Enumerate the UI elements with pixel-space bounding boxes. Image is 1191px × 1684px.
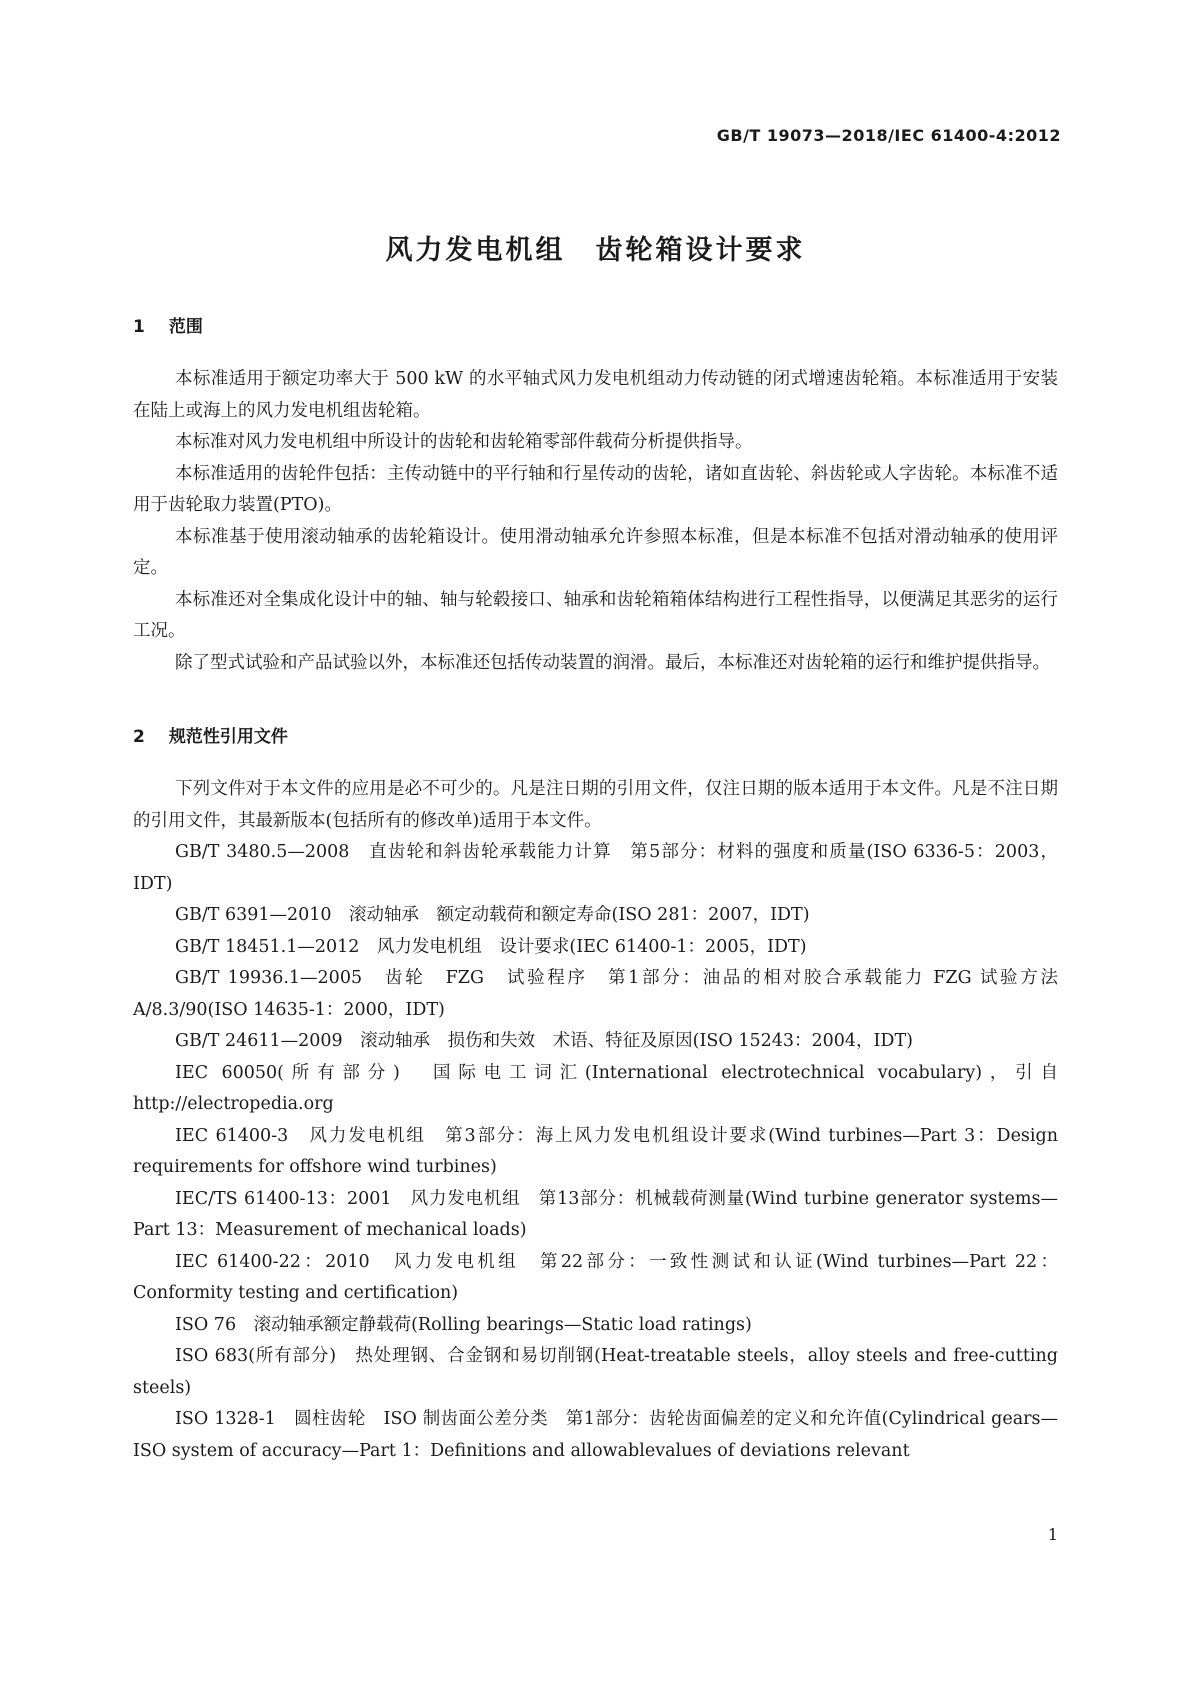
reference-item: ISO 1328-1 圆柱齿轮 ISO 制齿面公差分类 第1部分：齿轮齿面偏差的定义和允许值(Cylindrical gears—ISO system of accuracy—Part 1：Definitions and allowablevalues of deviations relevant: [133, 1409, 1058, 1461]
reference-item: GB/T 19936.1—2005 齿轮 FZG 试验程序 第1部分：油品的相对胶合承载能力 FZG 试验方法 A/8.3/90(ISO 14635-1：2000，IDT): [133, 968, 1058, 1020]
standard-code: GB/T 19073—2018/IEC 61400-4:2012: [716, 126, 1061, 145]
section-1-heading: [133, 312, 203, 337]
section-2-heading: [133, 722, 288, 747]
document-title: 风力发电机组 齿轮箱设计要求: [385, 235, 806, 266]
paragraph: 本标准适用的齿轮件包括：主传动链中的平行轴和行星传动的齿轮，诸如直齿轮、斜齿轮或人字齿轮。本标准不适用于齿轮取力装置(PTO)。: [133, 463, 1058, 515]
section-1-body: [133, 364, 1058, 679]
paragraph: 本标准对风力发电机组中所设计的齿轮和齿轮箱零部件载荷分析提供指导。: [175, 432, 753, 452]
intro-paragraph: 下列文件对于本文件的应用是必不可少的。凡是注日期的引用文件，仅注日期的版本适用于本文件。凡是不注日期的引用文件，其最新版本(包括所有的修改单)适用于本文件。: [133, 779, 1058, 831]
page-number: 1: [1047, 1525, 1058, 1544]
reference-item: GB/T 6391—2010 滚动轴承 额定动载荷和额定寿命(ISO 281：2007，IDT): [175, 905, 810, 925]
reference-item: ISO 683(所有部分) 热处理钢、合金钢和易切削钢(Heat-treatable steels，alloy steels and free-cutting steels): [133, 1346, 1058, 1398]
section-2-body: [133, 774, 1058, 1467]
section-number: 1: [133, 317, 145, 337]
paragraph: 除了型式试验和产品试验以外，本标准还包括传动装置的润滑。最后，本标准还对齿轮箱的运行和维护提供指导。: [175, 652, 1050, 673]
section-number: 2: [133, 727, 145, 747]
paragraph: 本标准基于使用滚动轴承的齿轮箱设计。使用滑动轴承允许参照本标准，但是本标准不包括对滑动轴承的使用评定。: [133, 526, 1058, 578]
reference-item: GB/T 24611—2009 滚动轴承 损伤和失效 术语、特征及原因(ISO 15243：2004，IDT): [175, 1031, 913, 1051]
reference-item: ISO 76 滚动轴承额定静载荷(Rolling bearings—Static load ratings): [175, 1314, 752, 1335]
reference-item: IEC 61400-22：2010 风力发电机组 第22部分：一致性测试和认证(Wind turbines—Part 22：Conformity testing and certification): [133, 1251, 1058, 1303]
section-title: 规范性引用文件: [168, 727, 288, 747]
paragraph: 本标准适用于额定功率大于 500 kW 的水平轴式风力发电机组动力传动链的闭式增速齿轮箱。本标准适用于安装在陆上或海上的风力发电机组齿轮箱。: [133, 369, 1058, 421]
reference-item: GB/T 3480.5—2008 直齿轮和斜齿轮承载能力计算 第5部分：材料的强度和质量(ISO 6336-5：2003，IDT): [133, 842, 1058, 894]
reference-item: IEC 60050(所有部分) 国际电工词汇(International electrotechnical vocabulary)，引自 http://electropedia.org: [133, 1062, 1058, 1114]
reference-item: IEC/TS 61400-13：2001 风力发电机组 第13部分：机械载荷测量(Wind turbine generator systems—Part 13：Measurement of mechanical loads): [133, 1188, 1058, 1240]
reference-item: GB/T 18451.1—2012 风力发电机组 设计要求(IEC 61400-1：2005，IDT): [175, 936, 807, 957]
section-title: 范围: [168, 317, 203, 337]
paragraph: 本标准还对全集成化设计中的轴、轴与轮毂接口、轴承和齿轮箱箱体结构进行工程性指导，以便满足其恶劣的运行工况。: [133, 589, 1058, 641]
reference-item: IEC 61400-3 风力发电机组 第3部分：海上风力发电机组设计要求(Wind turbines—Part 3：Design requirements for offshore wind turbines): [133, 1125, 1058, 1177]
